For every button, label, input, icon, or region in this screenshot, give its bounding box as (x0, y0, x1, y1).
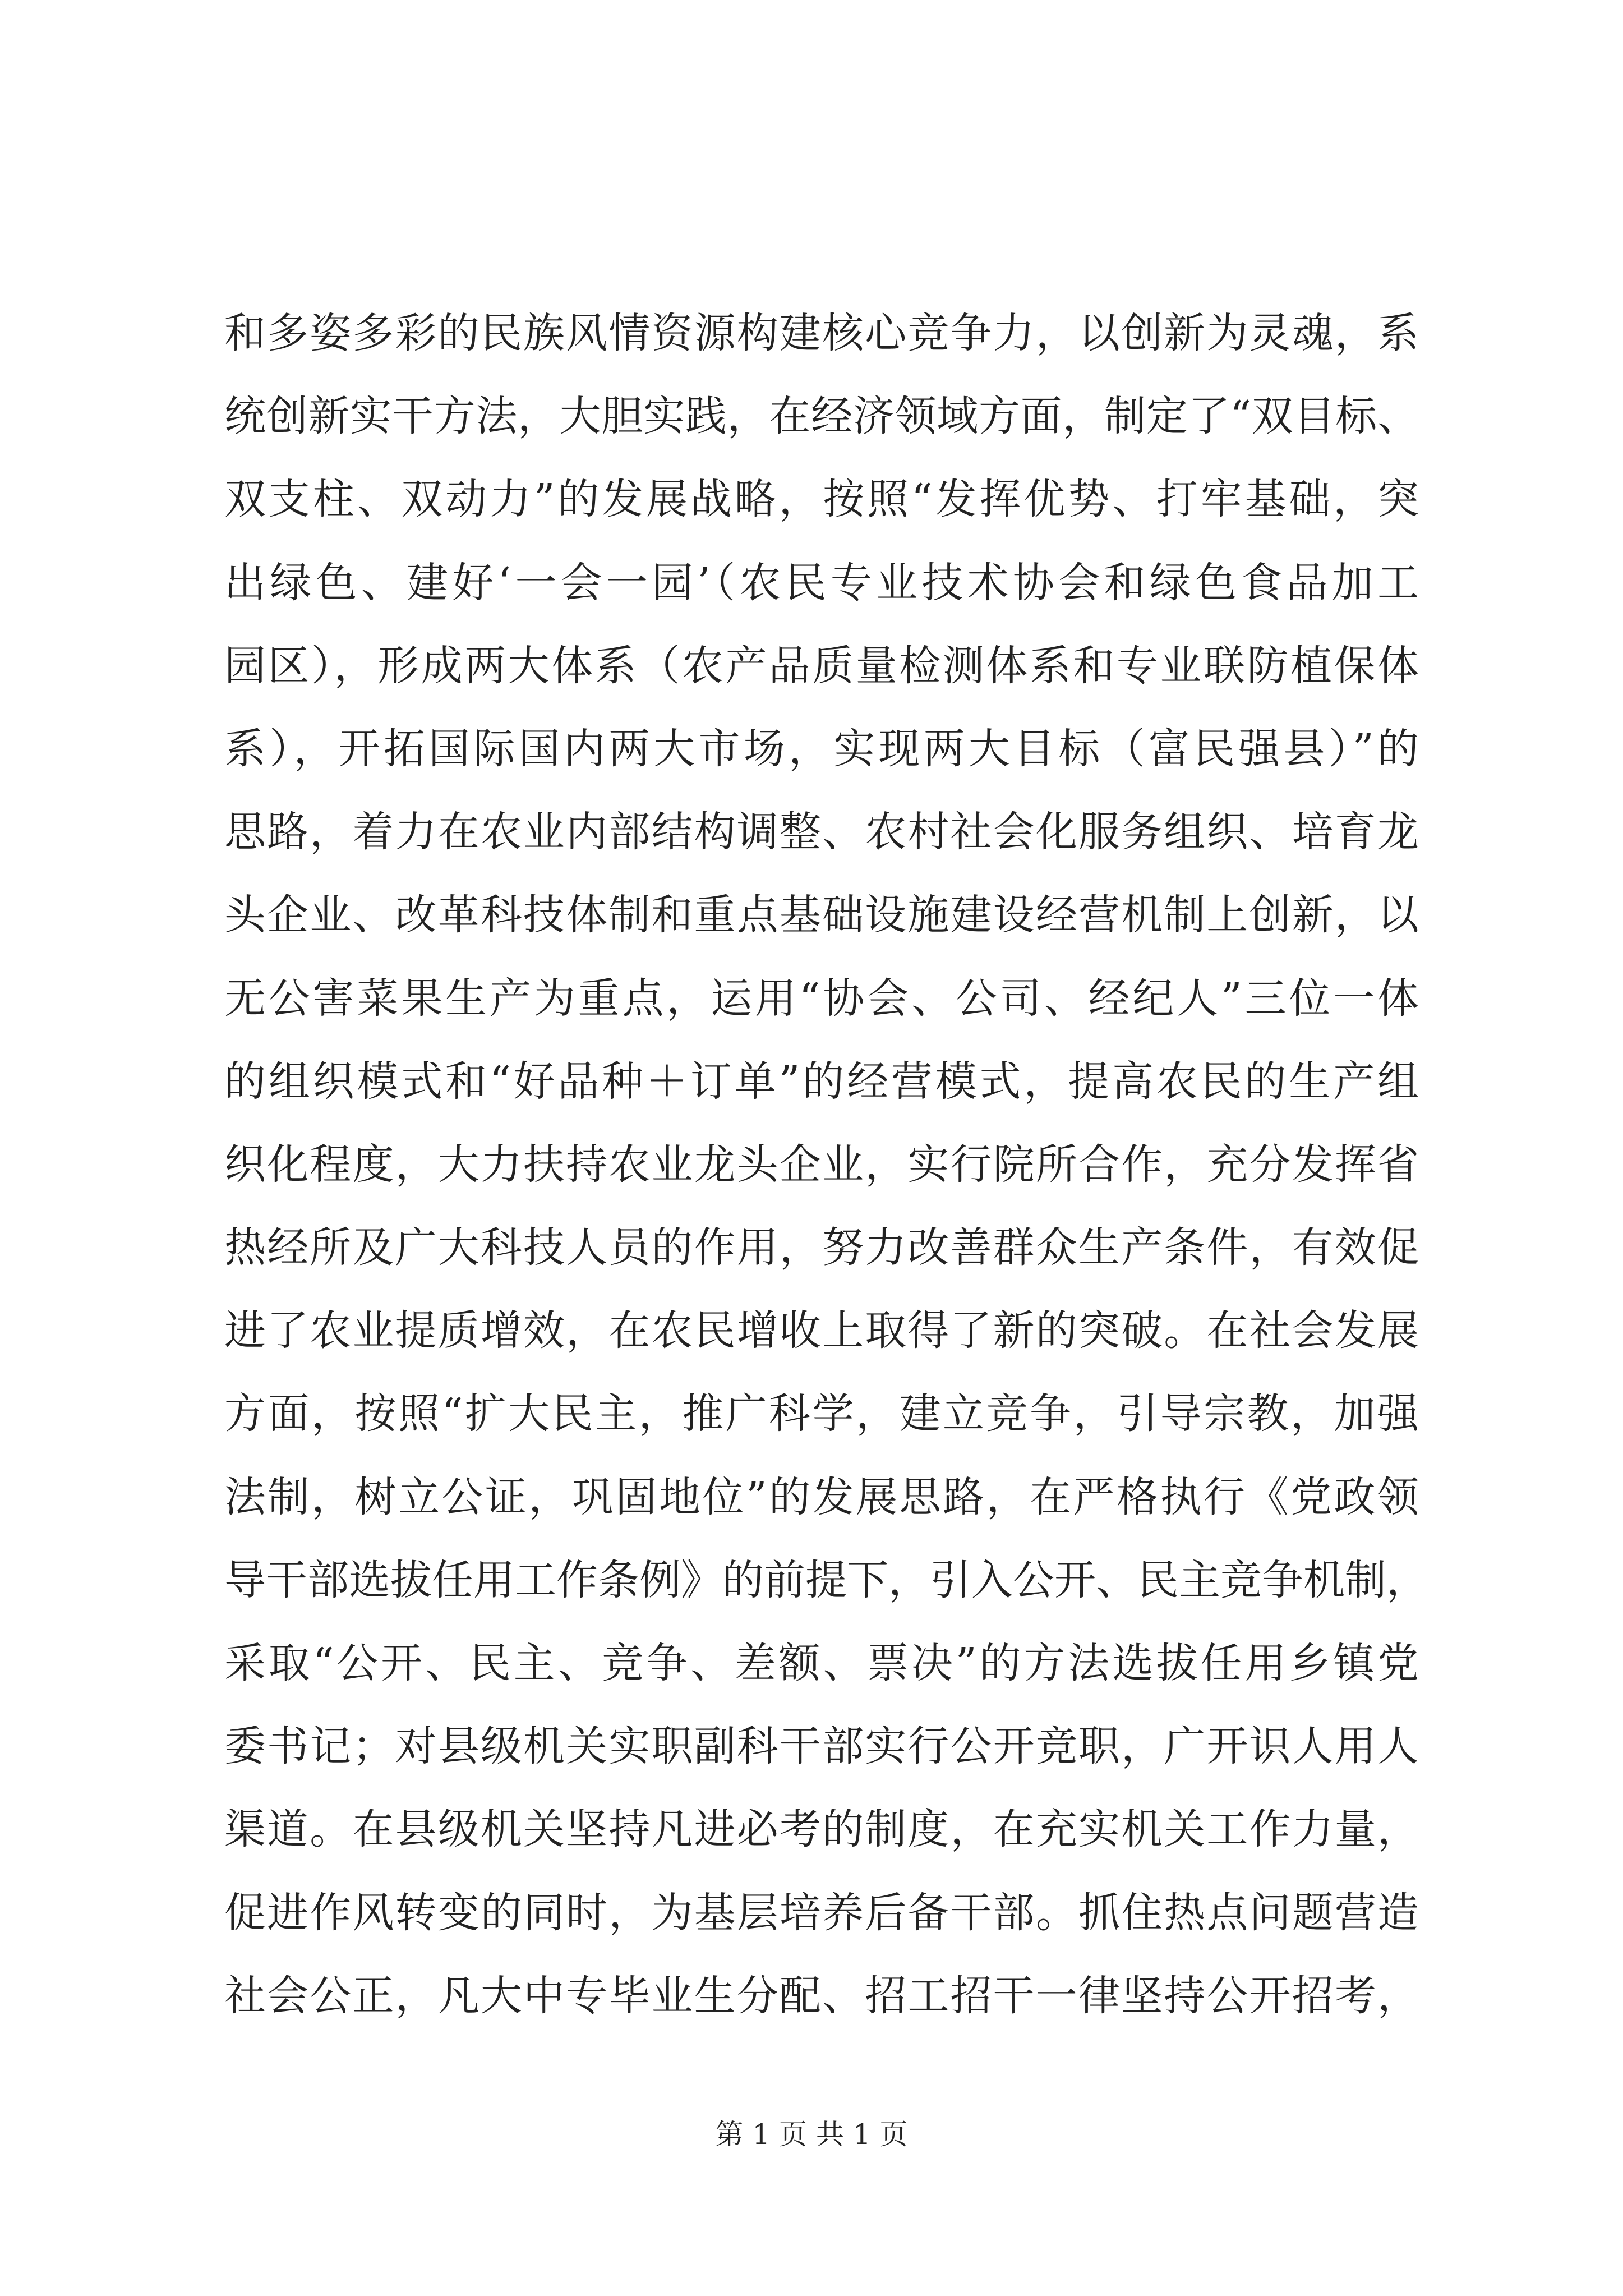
text-line-5: 园区），形成两大体系（农产品质量检测体系和专业联防植保体 (224, 641, 1419, 690)
text-line-6: 系），开拓国际国内两大市场，实现两大目标（富民强县）”的 (224, 724, 1419, 773)
text-line-9: 无公害菜果生产为重点，运用“协会、公司、经纪人”三位一体 (224, 974, 1419, 1023)
text-line-18: 委书记；对县级机关实职副科干部实行公开竞职，广开识人用人 (224, 1722, 1419, 1771)
text-line-3: 双支柱、双动力”的发展战略，按照“发挥优势、打牢基础，突 (224, 475, 1419, 524)
text-line-4: 出绿色、建好‘一会一园’（农民专业技术协会和绿色食品加工 (224, 558, 1419, 607)
text-line-14: 方面，按照“扩大民主，推广科学，建立竞争，引导宗教，加强 (224, 1389, 1419, 1438)
text-line-7: 思路，着力在农业内部结构调整、农村社会化服务组织、培育龙 (224, 808, 1419, 857)
text-line-1: 和多姿多彩的民族风情资源构建核心竞争力，以创新为灵魂，系 (224, 309, 1419, 357)
text-line-21: 社会公正，凡大中专毕业生分配、招工招干一律坚持公开招考， (224, 1971, 1419, 2020)
page-footer (0, 2115, 1623, 2154)
text-line-13: 进了农业提质增效，在农民增收上取得了新的突破。在社会发展 (224, 1306, 1419, 1355)
text-line-19: 渠道。在县级机关坚持凡进必考的制度，在充实机关工作力量， (224, 1805, 1419, 1854)
text-line-11: 织化程度，大力扶持农业龙头企业，实行院所合作，充分发挥省 (224, 1140, 1419, 1189)
text-line-16: 导干部选拔任用工作条例》的前提下，引入公开、民主竞争机制， (224, 1556, 1428, 1604)
page-number: 第 1 页 共 1 页 (715, 2118, 908, 2151)
text-line-2: 统创新实干方法，大胆实践，在经济领域方面，制定了“双目标、 (224, 392, 1419, 441)
text-line-8: 头企业、改革科技体制和重点基础设施建设经营机制上创新，以 (224, 891, 1419, 940)
text-line-20: 促进作风转变的同时，为基层培养后备干部。抓住热点问题营造 (224, 1888, 1419, 1937)
text-line-15: 法制，树立公证，巩固地位”的发展思路，在严格执行《党政领 (224, 1473, 1419, 1521)
text-line-10: 的组织模式和“好品种＋订单”的经营模式，提高农民的生产组 (224, 1057, 1419, 1106)
text-line-17: 采取“公开、民主、竞争、差额、票决”的方法选拔任用乡镇党 (224, 1639, 1419, 1687)
text-line-12: 热经所及广大科技人员的作用，努力改善群众生产条件，有效促 (224, 1223, 1419, 1272)
body-text (224, 292, 1428, 2037)
